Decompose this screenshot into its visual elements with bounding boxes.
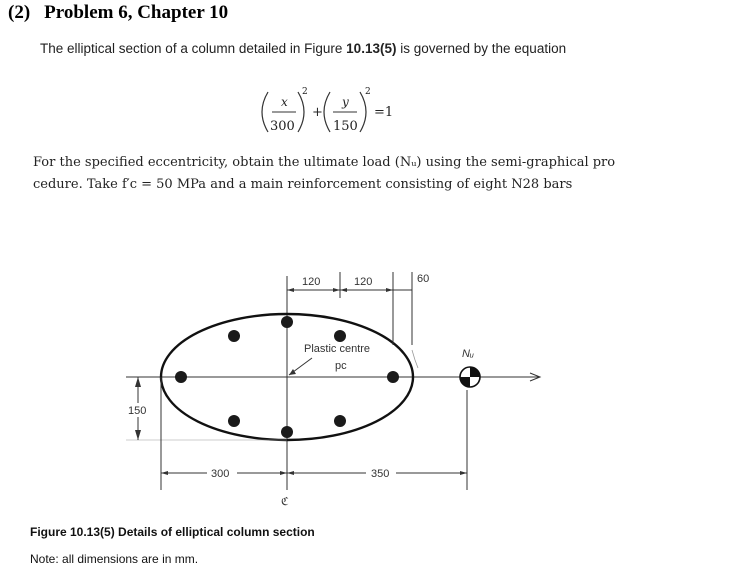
bar-bottom [281,426,293,438]
problem-title: Problem 6, Chapter 10 [44,2,229,23]
bar-top [281,316,293,328]
eq-y-var: y [342,95,349,109]
bar-bottom-right [334,415,346,427]
dim-top-120-first: 120 [302,276,321,288]
problem-line-2: cedure. Take f′c = 50 MPa and a main reinforcement consisting of eight N28 bars [33,177,573,192]
figure-reference: 10.13(5) [346,41,397,56]
bar-right [387,371,399,383]
dim-bottom-300: 300 [211,468,230,480]
plastic-centre-label: Plastic centre [304,343,371,355]
load-label: Nᵤ [462,348,474,360]
problem-statement [33,152,633,196]
figure-caption-text: Figure 10.13(5) Details of elliptical column section [30,525,315,539]
eq-plus: + [312,105,323,120]
ellipse-equation [262,87,393,134]
eq-x-den: 300 [270,119,295,134]
dim-top-120-second: 120 [354,276,373,288]
intro-before: The elliptical section of a column detailed in Figure [40,41,347,56]
dim-left-150: 150 [128,405,147,417]
intro-after: is governed by the equation [396,41,567,56]
eq-x-power: 2 [302,87,308,97]
column-section-figure [126,272,540,508]
dim-bottom-350: 350 [371,468,390,480]
eq-rhs: =1 [374,105,394,120]
bar-top-left [228,330,240,342]
pc-label: pc [335,360,347,372]
bar-bottom-left [228,415,240,427]
problem-number: (2) [8,2,31,23]
bar-top-right [334,330,346,342]
figure-note: Note: all dimensions are in mm. [30,552,199,566]
eq-x-var: x [281,95,288,109]
eq-y-den: 150 [333,119,358,134]
bar-left [175,371,187,383]
eq-y-power: 2 [365,87,371,97]
centreline-symbol: ℭ [281,496,289,508]
figure-caption [30,525,315,539]
load-point-symbol [460,367,480,387]
problem-line-1: For the specified eccentricity, obtain the ultimate load (Nᵤ) using the semi-graphical pro [33,155,616,170]
dim-top-60: 60 [417,273,430,285]
